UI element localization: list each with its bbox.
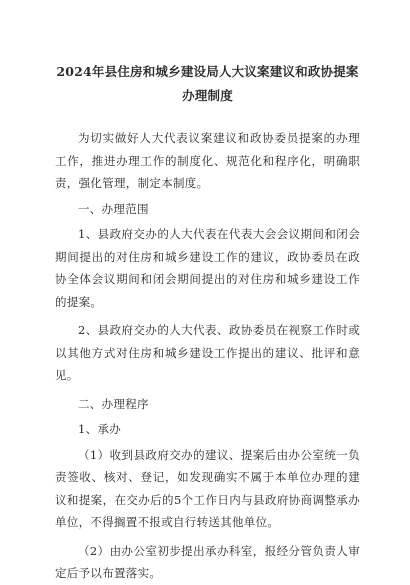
intro-paragraph: 为切实做好人大代表议案建议和政协委员提案的办理工作，推进办理工作的制度化、规范化和程序化，明确职责，强化管理，制定本制度。	[55, 131, 360, 190]
scope-item-1: 1、县政府交办的人大代表在代表大会会议期间和闭会期间提出的对住房和城乡建设工作的建议，政协委员在政协全体会议期间和闭会期间提出的对住房和城乡建设工作的提案。	[55, 227, 360, 309]
document-title: 2024年县住房和城乡建设局人大议案建议和政协提案办理制度	[56, 64, 359, 103]
scope-item-2: 2、县政府交办的人大代表、政协委员在视察工作时或以其他方式对住房和城乡建设工作提出的建议、批评和意见。	[55, 323, 360, 382]
section-heading-procedure: 二、办理程序	[78, 396, 149, 411]
procedure-subheading-undertake: 1、承办	[78, 422, 122, 436]
section-heading-scope: 一、办理范围	[78, 201, 149, 216]
procedure-item-2: （2）由办公室初步提出承办科室，报经分管负责人审定后予以布置落实。	[55, 543, 360, 580]
procedure-item-1: （1）收到县政府交办的建议、提案后由办公室统一负责签收、核对、登记，如发现确实不属于本单位办理的建议和提案，在交办后的5个工作日内与县政府协商调整承办单位，不得搁置不报或自行转送其他单位。	[55, 447, 360, 529]
